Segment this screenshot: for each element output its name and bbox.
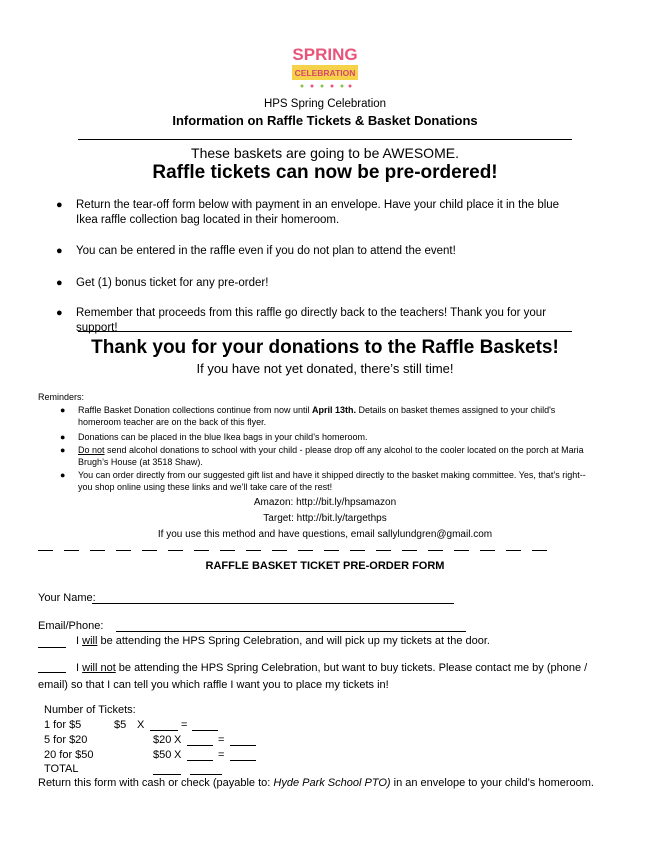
- attending-checkbox-line[interactable]: [38, 647, 66, 648]
- row-label: 5 for $20: [44, 734, 88, 746]
- row-x: X: [174, 734, 182, 746]
- bullet-icon: ●: [56, 199, 63, 211]
- row-eq: =: [218, 734, 225, 746]
- email-label: Email/Phone:: [38, 620, 104, 632]
- bullet-icon: ●: [56, 245, 63, 257]
- logo-spring-text: SPRING: [292, 45, 358, 64]
- contact-text: If you use this method and have questions, email sallylundgren@gmail.com: [157, 529, 493, 540]
- qty-field-2[interactable]: [187, 745, 213, 746]
- bullet-icon: ●: [60, 432, 66, 442]
- amount-field-2[interactable]: [230, 745, 256, 746]
- donations-headline: Thank you for your donations to the Raffle Baskets!: [91, 337, 559, 358]
- qty-field-1[interactable]: [150, 730, 178, 731]
- form-title: RAFFLE BASKET TICKET PRE-ORDER FORM: [205, 560, 445, 572]
- return-instructions: Return this form with cash or check (payable to: Hyde Park School PTO) in an envelope to your child’s homeroom.: [38, 777, 594, 789]
- bullet-icon: ●: [56, 307, 63, 319]
- not-attending-option-text: I will not be attending the HPS Spring Celebration, but want to buy tickets. Please contact me by (phone / email) so that I can tell you which raffle I want you to place my tickets in!: [38, 662, 588, 691]
- logo-celebration-text: CELEBRATION: [294, 68, 356, 78]
- amazon-link[interactable]: Amazon: http://bit.ly/hpsamazon: [253, 497, 397, 508]
- row-eq: =: [218, 749, 225, 761]
- bullet-icon: ●: [56, 277, 63, 289]
- attending-option-text: I will be attending the HPS Spring Celebration, and will pick up my tickets at the door.: [76, 635, 490, 647]
- amount-field-3[interactable]: [230, 760, 256, 761]
- intro-text: These baskets are going to be AWESOME.: [191, 145, 459, 161]
- row-x: X: [137, 719, 145, 731]
- name-field[interactable]: [92, 603, 454, 604]
- bullet-icon: ●: [60, 470, 66, 480]
- bullet-icon: ●: [60, 405, 66, 415]
- row-x: X: [174, 749, 182, 761]
- tickets-label: Number of Tickets:: [44, 704, 136, 716]
- divider: [78, 139, 572, 140]
- row-eq: =: [181, 719, 188, 731]
- total-amount-field[interactable]: [190, 774, 222, 775]
- row-label: 20 for $50: [44, 749, 94, 761]
- page-title: Information on Raffle Tickets & Basket Donations: [172, 113, 478, 128]
- qty-field-3[interactable]: [187, 760, 213, 761]
- email-field[interactable]: [116, 631, 466, 632]
- row-price: $5: [114, 719, 127, 731]
- total-label: TOTAL: [44, 763, 79, 775]
- name-label: Your Name:: [38, 592, 96, 604]
- row-label: 1 for $5: [44, 719, 82, 731]
- row-price: $20: [153, 734, 172, 746]
- donations-subtext: If you have not yet donated, there’s still time!: [196, 361, 454, 376]
- bullet-icon: ●: [60, 445, 66, 455]
- amount-field-1[interactable]: [192, 730, 218, 731]
- reminders-label: Reminders:: [38, 392, 85, 402]
- target-link[interactable]: Target: http://bit.ly/targethps: [263, 513, 387, 524]
- divider: [78, 331, 572, 332]
- preorder-headline: Raffle tickets can now be pre-ordered!: [152, 162, 498, 183]
- total-qty-field[interactable]: [153, 774, 181, 775]
- row-price: $50: [153, 749, 172, 761]
- org-name: HPS Spring Celebration: [263, 98, 387, 110]
- spring-celebration-logo: [288, 40, 362, 92]
